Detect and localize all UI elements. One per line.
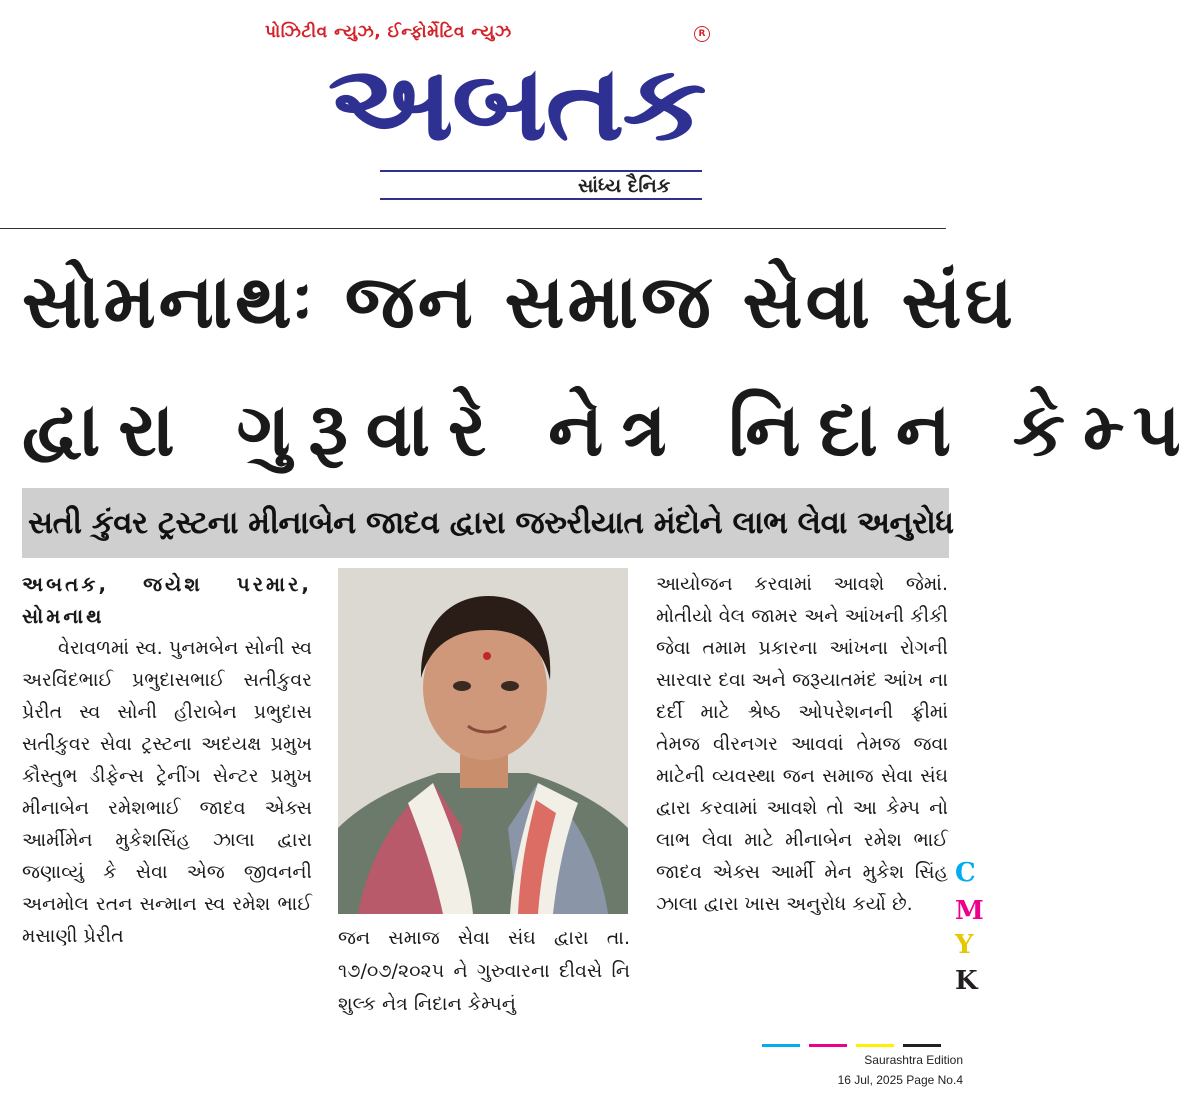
byline: અબતક, જયેશ પરમાર, સોમનાથ	[22, 572, 312, 628]
subheadline: સતી કુંવર ટ્રસ્ટના મીનાબેન જાદવ દ્વારા જરુરીયાત મંદોને લાભ લેવા અનુરોધ	[22, 488, 949, 558]
article-column-left	[22, 568, 312, 952]
newspaper-logo: અબતક	[327, 42, 705, 164]
footer-date-page: 16 Jul, 2025 Page No.4	[837, 1073, 963, 1087]
registered-mark: R	[694, 26, 710, 42]
print-mark-m: M	[955, 896, 984, 926]
photo-caption: જન સમાજ સેવા સંઘ દ્વારા તા. ૧૭/૦૭/૨૦૨૫ ને ગુરુવારના દીવસે નિ શુલ્ક નેત્ર નિદાન કેમ્પનું	[338, 927, 630, 1015]
color-bar-magenta	[809, 1044, 847, 1047]
color-bar-black	[903, 1044, 941, 1047]
edition-type: સાંધ્ય દૈનિક	[578, 175, 671, 197]
body-text-right: આયોજન કરવામાં આવશે જેમાં. મોતીયો વેલ જામર અને આંખની કીકી જેવા તમામ પ્રકારના આંખના રોગની સારવાર દવા અને જરૂયાતમંદ આંખ ના દર્દી માટે શ્રેષ્ઠ ઓપરેશનની ફ્રીમાં તેમજ વીરનગર આવવાં તેમજ જવા માટેની વ્યવસ્થા જન સમાજ સેવા સંઘ દ્વારા કરવામાં આવશે તો આ કેમ્પ નો લાભ લેવા માટે મીનાબેન રમેશ ભાઈ જાદવ એક્સ આર્મી મેન મુકેશ સિંહ ઝાલા દ્વારા ખાસ અનુરોધ કર્યો છે.	[656, 573, 948, 915]
masthead	[0, 0, 973, 230]
article-photo	[338, 568, 628, 914]
body-text-left: વેરાવળમાં સ્વ. પુનમબેન સોની સ્વ અરવિંદભાઈ પ્રભુદાસભાઈ સતીકુવર પ્રેરીત સ્વ સોની હીરાબેન પ્રભુદાસ સતીકુવર સેવા ટ્રસ્ટના અદયક્ષ પ્રમુખ કૌસ્તુભ ડીફેન્સ ટ્રેનીંગ સેન્ટર પ્રમુખ મીનાબેન રમેશભાઈ જાદવ એક્સ આર્મીમેન મુકેશસિંહ ઝાલા દ્વારા જણાવ્યું કે સેવા એજ જીવનની અનમોલ રતન સન્માન સ્વ રમેશ ભાઈ મસાણી પ્રેરીત	[22, 637, 312, 947]
color-bar-yellow	[856, 1044, 894, 1047]
header-divider	[0, 228, 946, 229]
logo-rule-bottom	[380, 198, 702, 200]
print-mark-y: Y	[955, 930, 974, 960]
article-column-right	[656, 568, 948, 920]
headline-line-2: દ્વારા ગુરૂવારે નેત્ર નિદાન કેમ્પ	[22, 387, 1199, 473]
portrait-photo-icon	[338, 568, 628, 914]
headline-line-1: સોમનાથઃ જન સમાજ સેવા સંઘ	[22, 259, 1016, 345]
masthead-tagline: પોઝિટીવ ન્યુઝ, ઈન્ફોર્મેટિવ ન્યુઝ	[265, 22, 512, 42]
print-mark-c: C	[955, 858, 976, 888]
print-mark-k: K	[955, 966, 978, 996]
logo-rule	[380, 170, 702, 172]
footer-edition: Saurashtra Edition	[864, 1053, 963, 1067]
color-bar-cyan	[762, 1044, 800, 1047]
